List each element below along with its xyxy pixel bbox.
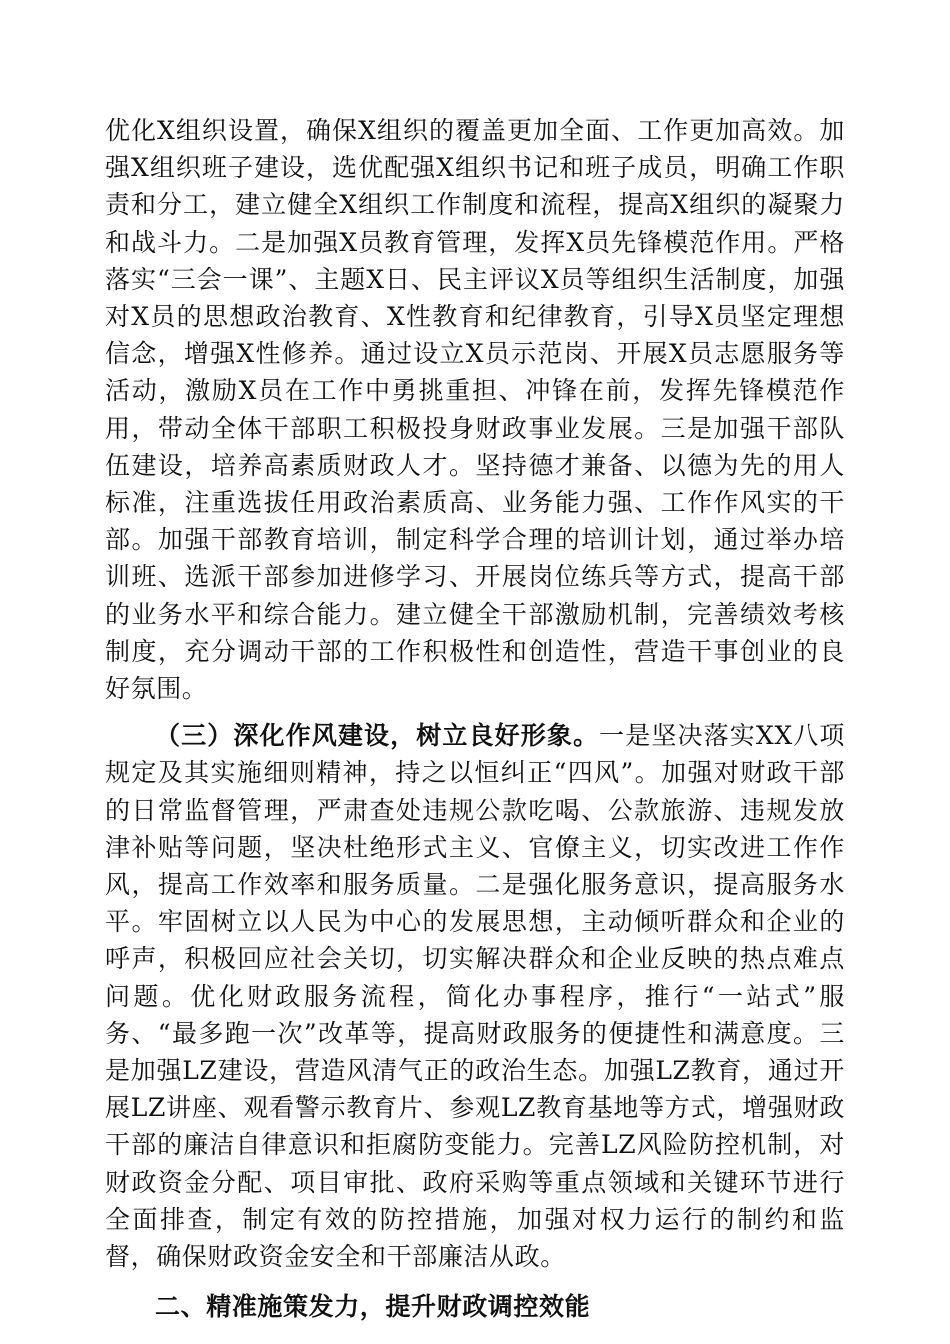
section-heading: 二、精准施策发力，提升财政调控效能 (155, 1292, 591, 1322)
body-paragraph-continued: 优化X组织设置，确保X组织的覆盖更加全面、工作更加高效。加强X组织班子建设，选优配强X组织书记和班子成员，明确工作职责和分工，建立健全X组织工作制度和流程，提高X组织的凝聚力和战斗力。二是加强X员教育管理，发挥X员先锋模范作用。严格落实“三会一课”、主题X日、民主评议X员等组织生活制度，加强对X员的思想政治教育、X性教育和纪律教育，引导X员坚定理想信念，增强X性修养。通过设立X员示范岗、开展X员志愿服务等活动，激励X员在工作中勇挑重担、冲锋在前，发挥先锋模范作用，带动全体干部职工积极投身财政事业发展。三是加强干部队伍建设，培养高素质财政人才。坚持德才兼备、以德为先的用人标准，注重选拔任用政治素质高、业务能力强、工作作风实的干部。加强干部教育培训，制定科学合理的培训计划，通过举办培训班、选派干部参加进修学习、开展岗位练兵等方式，提高干部的业务水平和综合能力。建立健全干部激励机制，完善绩效考核制度，充分调动干部的工作积极性和创造性，营造干事创业的良好氛围。 (105, 116, 845, 704)
subsection-heading: （三）深化作风建设，树立良好形象。 (155, 721, 600, 751)
body-paragraph-style-building (105, 717, 845, 1275)
document-page (105, 112, 845, 1325)
subsection-body: 一是坚决落实XX八项规定及其实施细则精神，持之以恒纠正“四风”。加强对财政干部的日常监督管理，严肃查处违规公款吃喝、公款旅游、违规发放津补贴等问题，坚决杜绝形式主义、官僚主义，切实改进工作作风，提高工作效率和服务质量。二是强化服务意识，提高服务水平。牢固树立以人民为中心的发展思想，主动倾听群众和企业的呼声，积极回应社会关切，切实解决群众和企业反映的热点难点问题。优化财政服务流程，简化办事程序，推行“一站式”服务、“最多跑一次”改革等，提高财政服务的便捷性和满意度。三是加强LZ建设，营造风清气正的政治生态。加强LZ教育，通过开展LZ讲座、观看警示教育片、参观LZ教育基地等方式，增强财政干部的廉洁自律意识和拒腐防变能力。完善LZ风险防控机制，对财政资金分配、项目审批、政府采购等重点领域和关键环节进行全面排查，制定有效的防控措施，加强对权力运行的制约和监督，确保财政资金安全和干部廉洁从政。 (105, 721, 845, 1272)
